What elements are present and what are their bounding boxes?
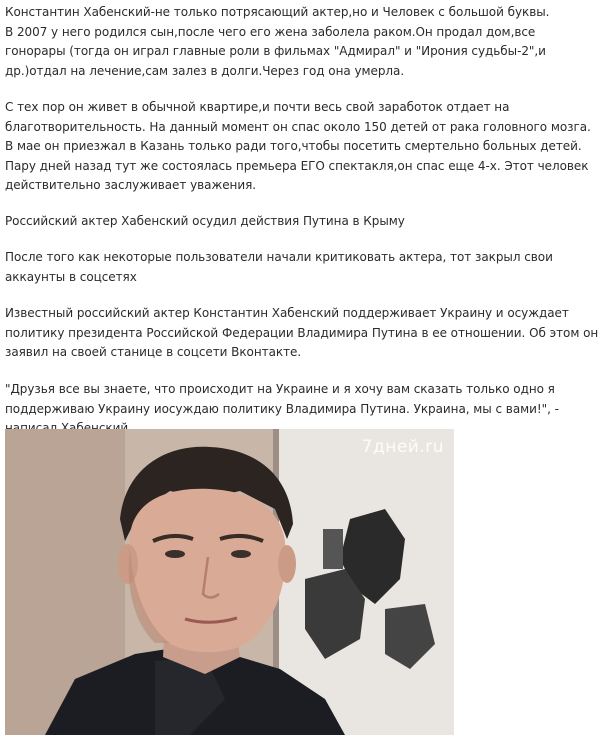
paragraph-quote: "Друзья все вы знаете, что происходит на Украине и я хочу вам сказать только одно я поддерживаю Украину иосуждаю политику Владимира Путина. Украина, мы с вами!", - xyxy=(5,382,559,416)
paragraph-charity: С тех пор он живет в обычной квартире,и почти весь свой заработок отдает на благотворительность. На данный момент он спас около 150 детей от рака головного мозга. В мае он приезжал в Казань только ради того,чтобы посетить смертельно больных детей. Пару дней назад тут же состоялась премьера ЕГО спектакля,он спас еще 4-х. Этот человек действительно заслуживает уважения. xyxy=(5,100,591,193)
paragraph-intro-line: Константин Хабенский-не только потрясающий актер,но и Человек с большой буквы. xyxy=(5,5,550,19)
paragraph-headline: Российский актер Хабенский осудил действия Путина в Крыму xyxy=(5,214,405,228)
paragraph-intro-family: В 2007 у него родился сын,после чего его жена заболела раком.Он продал дом,все гонорары (тогда он играл главные роли в фильмах "Адмирал" и "Ирония судьбы-2",и др.)отдал на лечение,сам залез в долги.Через год она умерла. xyxy=(5,24,546,78)
photo-watermark: 7дней.ru xyxy=(361,437,444,457)
paragraph-accounts: После того как некоторые пользователи начали критиковать актера, тот закрыл свои аккаунты в соцсетях xyxy=(5,250,553,284)
actor-photo xyxy=(5,429,454,735)
actor-photo-illustration xyxy=(5,429,454,735)
paragraph-statement: Известный российский актер Константин Хабенский поддерживает Украину и осуждает политику президента Российской Федерации Владимира Путина в ее отношении. Об этом он заявил на своей станице в соцсети Вконтакте. xyxy=(5,306,599,360)
intro-block xyxy=(5,3,599,81)
